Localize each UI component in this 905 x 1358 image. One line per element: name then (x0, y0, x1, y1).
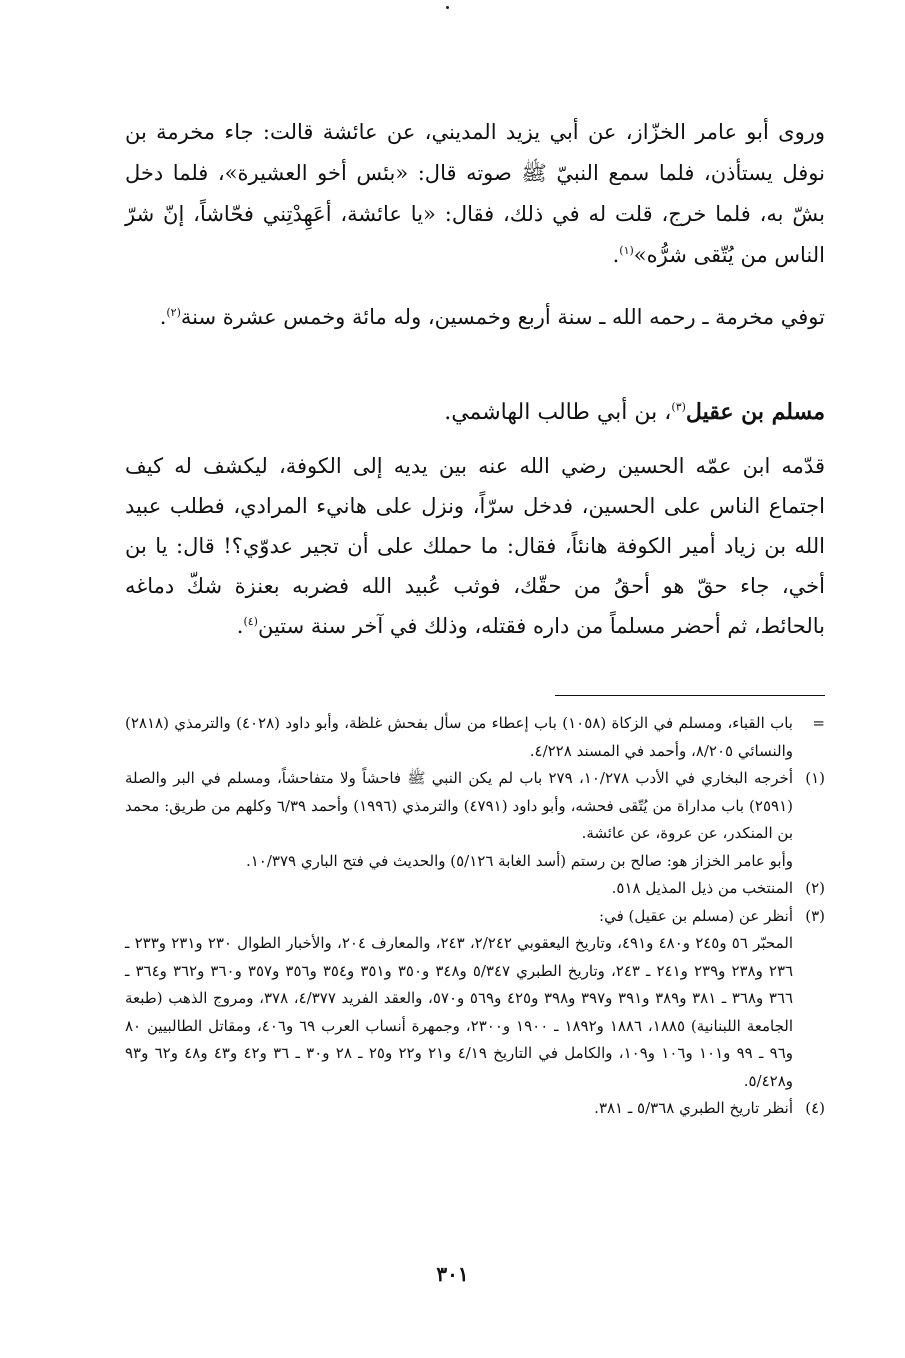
paragraph-text: وروى أبو عامر الخزّاز، عن أبي يزيد المديني، عن عائشة قالت: جاء مخرمة بن نوفل يستأذن، فلما سمع النبيّ ﷺ صوته قال: «بئس أخو العشيرة»، فلما دخل بشّ به، فلما خرج، قلت له في ذلك، فقال: «يا عائشة، أعَهِدْتِني فحّاشاً، إنّ شرّ الناس من يُتّقى شرُّه» (125, 120, 825, 267)
footnote-marker: (٢) (805, 879, 825, 897)
footnote-marker: (٣) (805, 906, 825, 925)
footnote-marker: (٤) (805, 1099, 825, 1117)
footnote-2 (125, 875, 825, 903)
paragraph-end: . (236, 614, 244, 638)
paragraph-muslim-bin-aqil (125, 446, 825, 646)
footnote-text: المنتخب من ذيل المذيل ٥١٨. (611, 879, 793, 897)
footnote-3 (125, 903, 825, 931)
footnotes-section (125, 710, 825, 1123)
paragraph-abu-amir-narration (125, 112, 825, 276)
paragraph-end: . (159, 305, 167, 329)
top-mark (446, 6, 449, 9)
footnote-marker: = (812, 714, 825, 732)
paragraph-makhrama-death (125, 297, 825, 338)
paragraph-text: توفي مخرمة ـ رحمه الله ـ سنة أربع وخمسين، وله مائة وخمس عشرة سنة (180, 305, 825, 329)
entry-heading (125, 392, 825, 433)
footnote-ref-3[interactable]: (٣) (671, 400, 686, 414)
footnote-ref-2[interactable]: (٢) (166, 306, 181, 319)
footnote-ref-4[interactable]: (٤) (243, 615, 258, 628)
entry-lineage: ، بن أبي طالب الهاشمي. (444, 400, 672, 425)
footnote-1 (125, 765, 825, 848)
footnote-text: أنظر تاريخ الطبري ٥/٣٦٨ ـ ٣٨١. (594, 1099, 793, 1117)
paragraph-end: . (612, 243, 620, 267)
footnote-ref-1[interactable]: (١) (619, 244, 634, 257)
footnote-4 (125, 1095, 825, 1123)
footnote-1-subnote: وأبو عامر الخزاز هو: صالح بن رستم (أسد الغابة ٥/١٢٦) والحديث في فتح الباري ١٠/٣٧٩. (245, 851, 793, 870)
footnote-divider (555, 695, 825, 696)
footnote-text: أنظر عن (مسلم بن عقيل) في: (599, 906, 793, 925)
footnote-continuation (125, 710, 825, 765)
footnote-text: أخرجه البخاري في الأدب ١٠/٢٧٨، ٢٧٩ باب لم يكن النبي ﷺ فاحشاً ولا متفاحشاً، ومسلم في البر والصلة (٢٥٩١) باب مداراة من يُتّقى فحشه، وأبو داود (٤٧٩١) والترمذي (١٩٩٦) وأحمد ٦/٣٩ وكلهم من طريق: محمد بن المنكدر، عن عروة، عن عائشة. (125, 769, 793, 842)
entry-name: مسلم بن عقيل (685, 399, 825, 425)
paragraph-text: قدّمه ابن عمّه الحسين رضي الله عنه بين يديه إلى الكوفة، ليكشف له كيف اجتماع الناس على الحسين، فدخل سرّاً، ونزل على هانيء المرادي، فطلب عبيد الله بن زياد أمير الكوفة هانئاً، فقال: ما حملك على أن تجير عدوّي؟! قال: يا بن أخي، جاء حقّ هو أحقُ من حقّك، فوثب عُبيد الله فضربه بعنزة شكّ دماغه بالحائط، ثم أحضر مسلماً من داره فقتله، وذلك في آخر سنة ستين (125, 454, 825, 638)
page-number: ٣٠١ (436, 1262, 469, 1286)
footnote-3-sources: المحبّر ٥٦ و٢٤٥ و٤٨٠ و٤٩١، وتاريخ اليعقوبي ٢/٢٤٢، ٢٤٣، والمعارف ٢٠٤، والأخبار الطوال ٢٣٠ و٢٣١ و٢٣٣ ـ ٢٣٦ و٢٣٨ و٢٣٩ و٢٤١ ـ ٢٤٣، وتاريخ الطبري ٥/٣٤٧ و٣٤٨ و٣٥٠ و٣٥١ و٣٥٤ و٣٥٦ و٣٥٧ و٣٦٠ و٣٦٢ و٣٦٤ ـ ٣٦٦ و٣٦٨ ـ ٣٨١ و٣٨٩ و٣٩١ و٣٩٧ و٣٩٨ و٤٢٥ و٥٦٩ و٥٧٠، والعقد الفريد ٤/٣٧٧، ٣٧٨، ومروج الذهب (طبعة الجامعة اللبنانية) ١٨٨٥، ١٨٨٦ و١٨٩٢ ـ ١٩٠٠ و٢٣٠٠، وجمهرة أنساب العرب ٦٩ و٤٠٦، ومقاتل الطالبيين ٨٠ و٩٦ ـ ٩٩ و١٠١ و١٠٦ و١٠٩، والكامل في التاريخ ٤/١٩ و٢١ و٢٢ و٢٥ ـ ٢٨ و٣٠ ـ ٣٦ و٤٢ و٤٣ و٤٨ و٦٢ و٩٣ و٥/٤٢٨. (125, 934, 794, 1090)
footnote-marker: (١) (805, 769, 825, 787)
footnote-text: باب القباء، ومسلم في الزكاة (١٠٥٨) باب إعطاء من سأل بفحش غلظة، وأبو داود (٤٠٢٨) والترمذي (٢٨١٨) والنسائي ٨/٢٠٥، وأحمد في المسند ٤/٢٢٨. (125, 714, 793, 760)
